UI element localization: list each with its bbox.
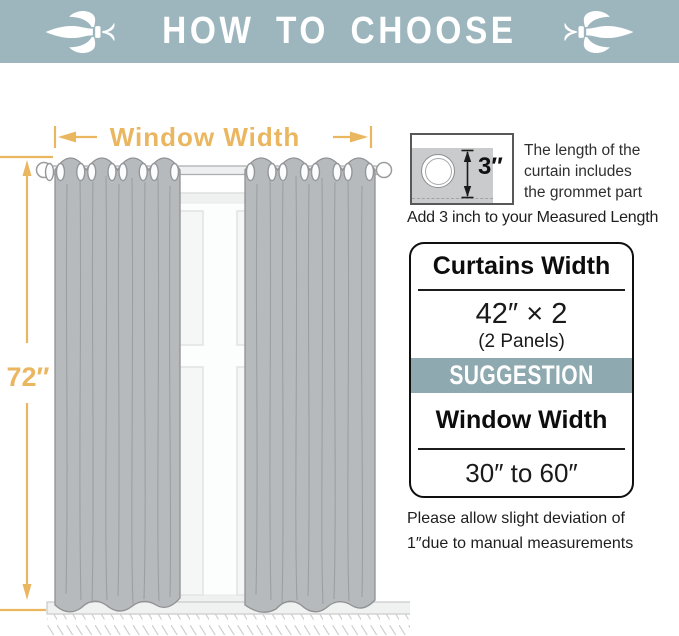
curtain-panel-right — [245, 158, 375, 612]
curtains-width-value-row — [411, 291, 632, 358]
window-width-label: Window Width — [109, 122, 301, 152]
grommet-icon — [421, 154, 455, 188]
curtain-length-label: 72″ — [6, 362, 50, 392]
window-width-value: 30″ to 60″ — [465, 457, 578, 488]
stitch-line — [412, 198, 493, 199]
grommet-detail-box — [410, 133, 514, 205]
grommet-height-label: 3″ — [478, 153, 503, 180]
suggestion-label: SUGGESTION — [449, 360, 594, 390]
page-title: HOW TO CHOOSE — [162, 9, 517, 52]
grommet-note: The length of the curtain includes the grommet part — [524, 142, 643, 201]
add-length-caption: Add 3 inch to your Measured Length — [407, 209, 659, 226]
deviation-footnote: Please allow slight deviation of 1″due to manual measurements — [407, 510, 634, 552]
curtains-width-header: Curtains Width — [432, 252, 611, 280]
size-suggestion-table — [409, 242, 634, 498]
curtains-width-note: (2 Panels) — [478, 330, 565, 352]
banner — [0, 0, 679, 63]
suggestion-band — [411, 358, 632, 393]
fleur-de-lis-right-icon — [560, 5, 636, 59]
curtain-panel-left — [55, 158, 180, 612]
curtain-window-illustration — [0, 100, 410, 636]
grommet-measure-arrow — [460, 149, 478, 199]
window-width-header: Window Width — [435, 406, 608, 434]
fleur-de-lis-left-icon — [43, 5, 119, 59]
curtains-width-value: 42″ × 2 — [475, 297, 568, 330]
